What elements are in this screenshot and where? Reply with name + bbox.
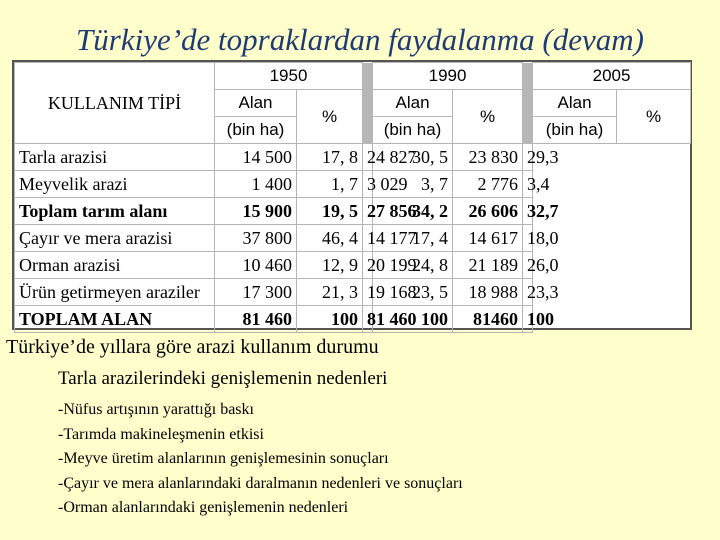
percent-value: 3,4 xyxy=(523,171,533,198)
area-value: 10 460 xyxy=(215,252,297,279)
percent-value: 100 xyxy=(373,306,453,333)
area-unit-header: (bin ha) xyxy=(215,117,297,144)
year-header-2005: 2005 xyxy=(533,63,691,90)
percent-value: 30, 5 xyxy=(373,144,453,171)
area-unit-header: (bin ha) xyxy=(373,117,453,144)
percent-value: 18,0 xyxy=(523,225,533,252)
percent-value: 1, 7 xyxy=(297,171,363,198)
percent-value: 19, 5 xyxy=(297,198,363,225)
table-row xyxy=(15,252,691,279)
area-value: 18 988 xyxy=(453,279,523,306)
percent-value: 34, 2 xyxy=(373,198,453,225)
percent-value: 23, 5 xyxy=(373,279,453,306)
area-value: 1 400 xyxy=(215,171,297,198)
area-header: Alan xyxy=(373,90,453,117)
percent-value: 32,7 xyxy=(523,198,533,225)
column-separator xyxy=(363,63,373,144)
percent-value: 3, 7 xyxy=(373,171,453,198)
table-row xyxy=(15,279,691,306)
area-value: 81 460 xyxy=(363,306,373,333)
percent-value: 29,3 xyxy=(523,144,533,171)
area-header: Alan xyxy=(533,90,617,117)
row-label: Ürün getirmeyen araziler xyxy=(15,279,215,306)
year-header-1990: 1990 xyxy=(373,63,523,90)
percent-value: 100 xyxy=(297,306,363,333)
table-row xyxy=(15,144,691,171)
percent-value: 24, 8 xyxy=(373,252,453,279)
bullet-item: -Nüfus artışının yarattığı baskı xyxy=(58,401,254,418)
area-value: 21 189 xyxy=(453,252,523,279)
table-row xyxy=(15,198,691,225)
area-value: 37 800 xyxy=(215,225,297,252)
percent-value: 12, 9 xyxy=(297,252,363,279)
table-caption: Türkiye’de yıllara göre arazi kullanım durumu xyxy=(6,336,379,358)
area-value: 26 606 xyxy=(453,198,523,225)
area-value: 23 830 xyxy=(453,144,523,171)
row-label: Meyvelik arazi xyxy=(15,171,215,198)
year-header-1950: 1950 xyxy=(215,63,363,90)
area-unit-header: (bin ha) xyxy=(533,117,617,144)
area-header: Alan xyxy=(215,90,297,117)
percent-header: % xyxy=(617,90,691,144)
percent-header: % xyxy=(297,90,363,144)
type-header: KULLANIM TİPİ xyxy=(15,63,215,144)
row-label: Toplam tarım alanı xyxy=(15,198,215,225)
column-separator xyxy=(523,63,533,144)
table-row xyxy=(15,171,691,198)
table-row xyxy=(15,306,691,333)
area-value: 17 300 xyxy=(215,279,297,306)
area-value: 3 029 xyxy=(363,171,373,198)
bullet-item: -Çayır ve mera alanlarındaki daralmanın nedenleri ve sonuçları xyxy=(58,474,463,492)
percent-value: 46, 4 xyxy=(297,225,363,252)
area-value: 81460 xyxy=(453,306,523,333)
area-value: 19 168 xyxy=(363,279,373,306)
area-value: 24 827 xyxy=(363,144,373,171)
area-value: 27 856 xyxy=(363,198,373,225)
percent-header: % xyxy=(453,90,523,144)
bullet-item: -Meyve üretim alanlarının genişlemesinin sonuçları xyxy=(58,450,389,467)
percent-value: 17, 8 xyxy=(297,144,363,171)
percent-value: 23,3 xyxy=(523,279,533,306)
area-value: 15 900 xyxy=(215,198,297,225)
slide-title: Türkiye’de topraklardan faydalanma (devam) xyxy=(76,22,644,57)
percent-value: 17, 4 xyxy=(373,225,453,252)
land-use-table xyxy=(12,60,692,330)
section-heading: Tarla arazilerindeki genişlemenin nedenleri xyxy=(58,368,388,389)
bullet-item: -Tarımda makineleşmenin etkisi xyxy=(58,425,264,443)
bullet-item: -Orman alanlarındaki genişlemenin nedenleri xyxy=(58,499,349,516)
percent-value: 26,0 xyxy=(523,252,533,279)
area-value: 2 776 xyxy=(453,171,523,198)
row-label: Tarla arazisi xyxy=(15,144,215,171)
area-value: 14 500 xyxy=(215,144,297,171)
area-value: 14 177 xyxy=(363,225,373,252)
row-label: Çayır ve mera arazisi xyxy=(15,225,215,252)
area-value: 20 199 xyxy=(363,252,373,279)
table-row xyxy=(15,225,691,252)
area-value: 81 460 xyxy=(215,306,297,333)
row-label: TOPLAM ALAN xyxy=(15,306,215,333)
bullet-list xyxy=(58,398,463,521)
percent-value: 100 xyxy=(523,306,533,333)
area-value: 14 617 xyxy=(453,225,523,252)
row-label: Orman arazisi xyxy=(15,252,215,279)
percent-value: 21, 3 xyxy=(297,279,363,306)
